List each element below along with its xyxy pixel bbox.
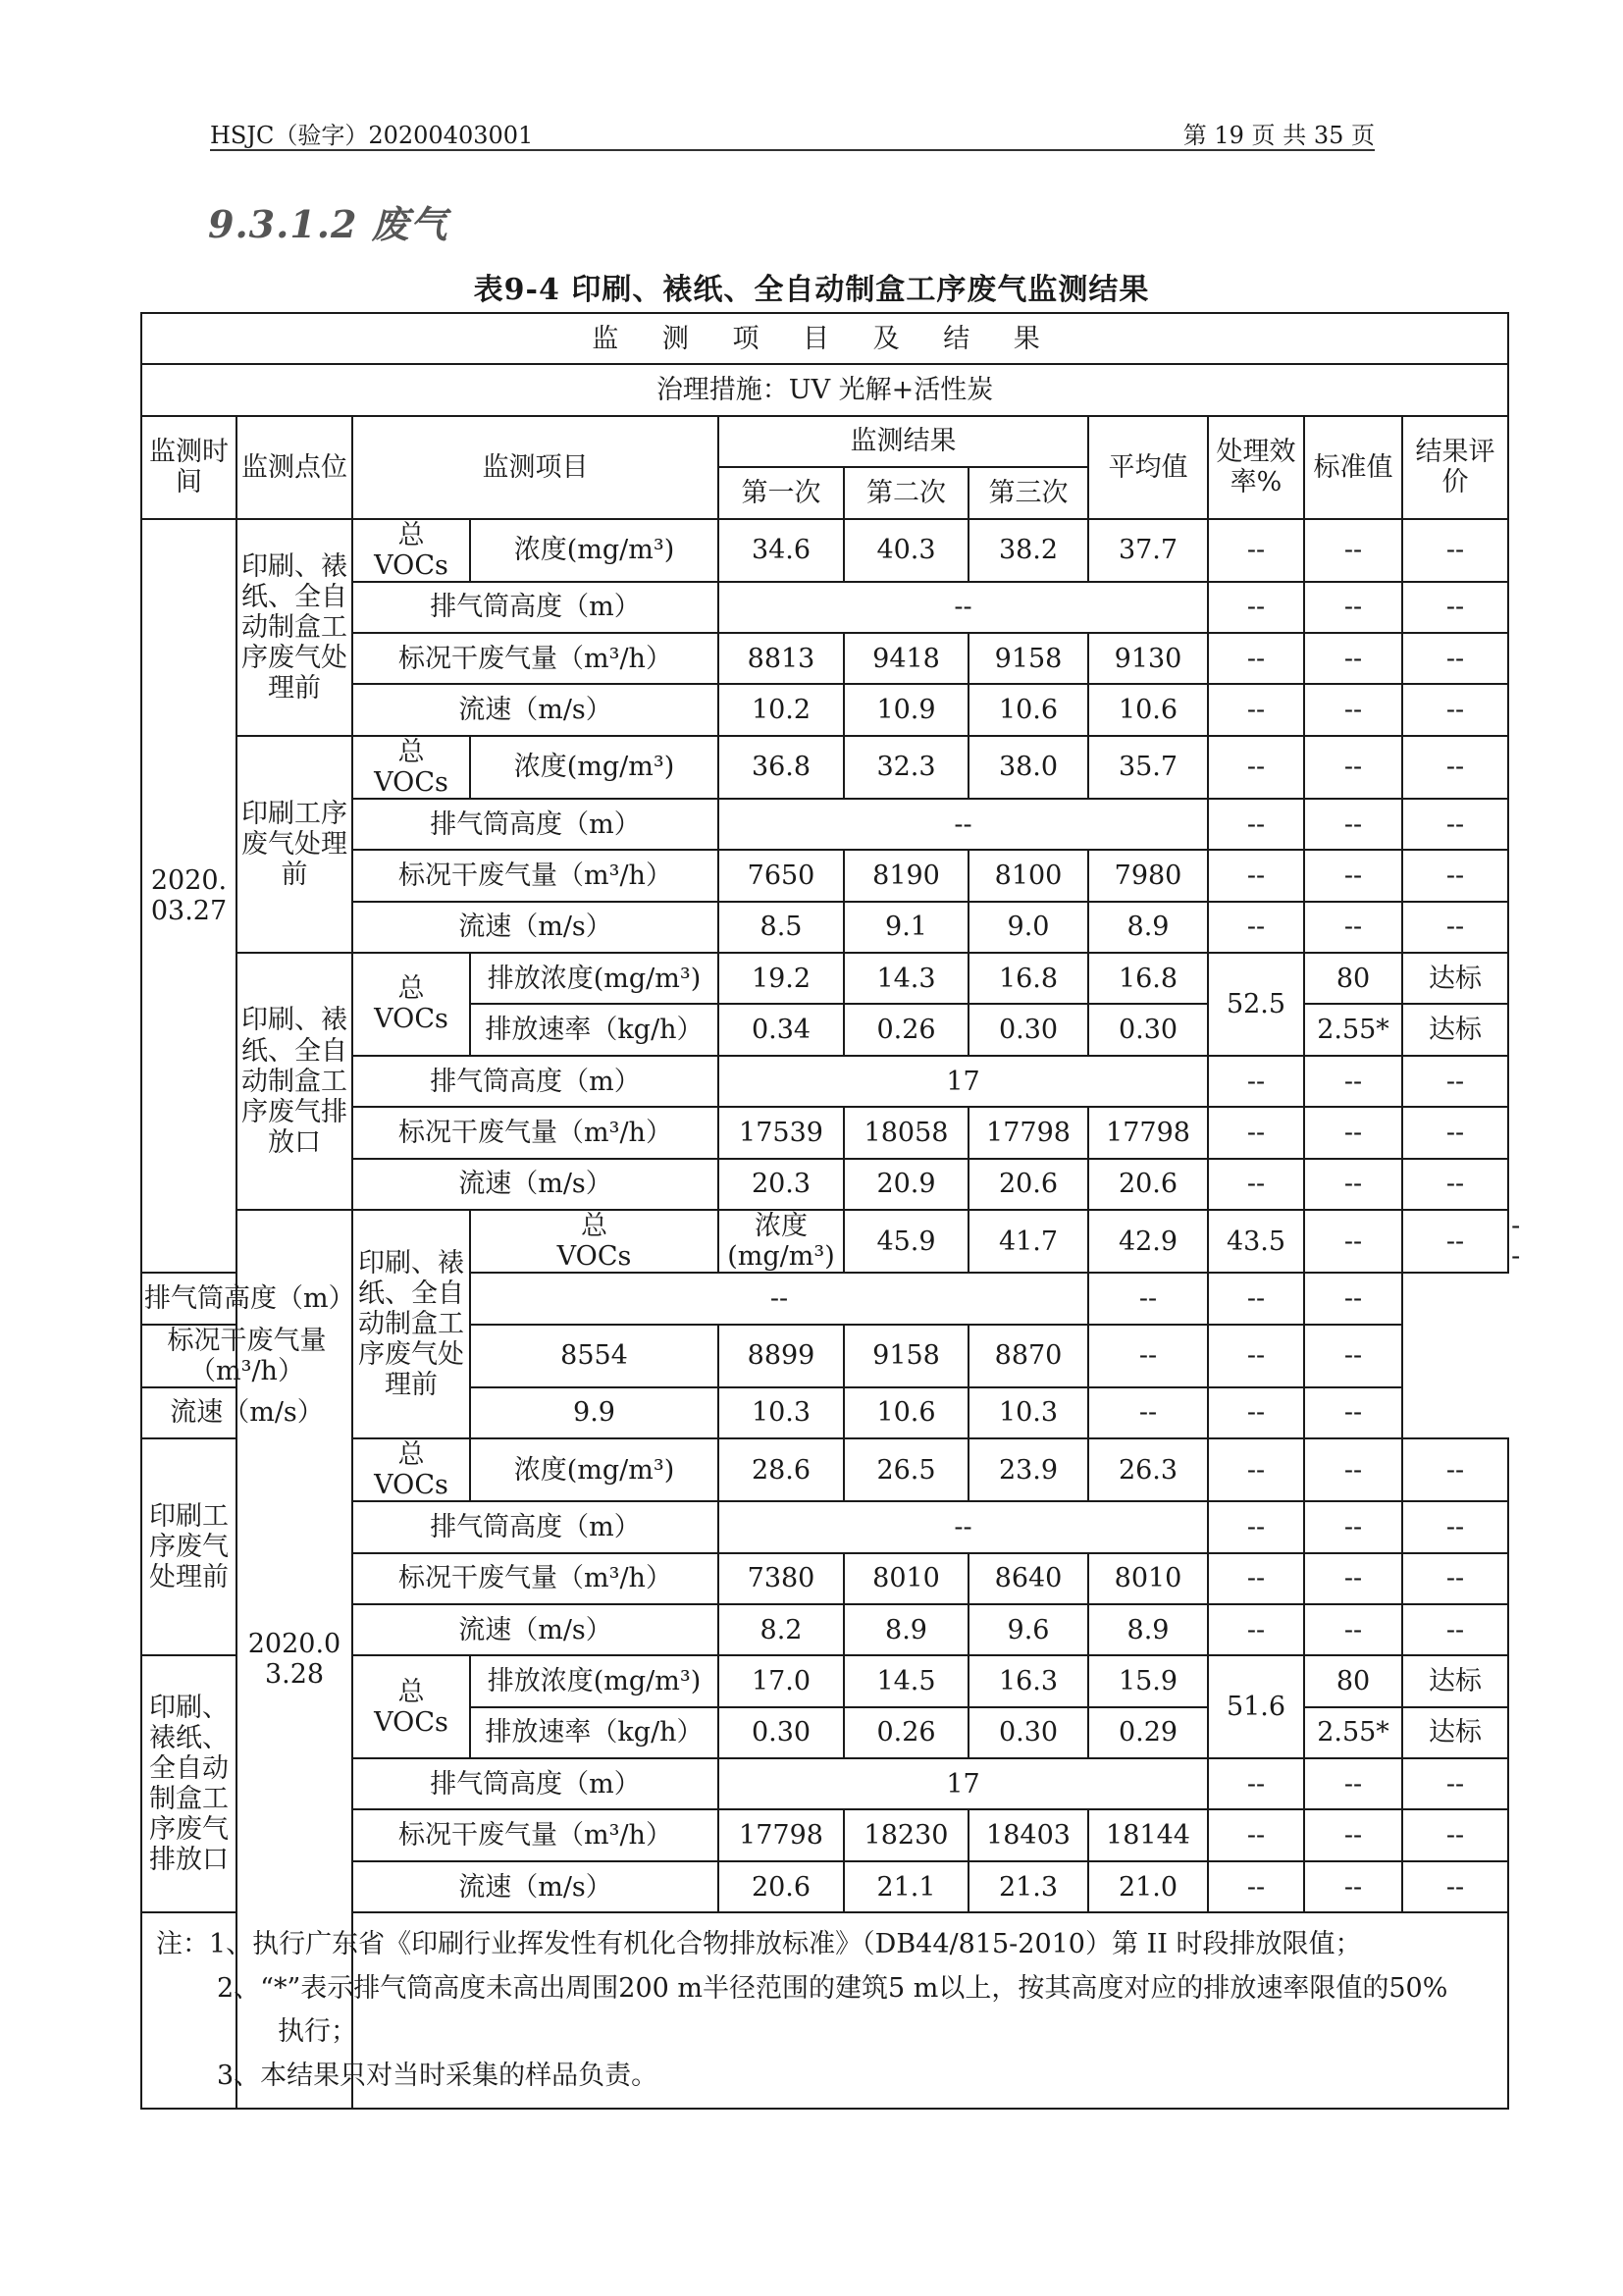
- dash-cell: --: [1402, 1604, 1508, 1655]
- gas-flow-value: 8010: [844, 1553, 969, 1604]
- dash-cell: --: [1304, 1273, 1402, 1324]
- dash-cell: --: [1402, 1553, 1508, 1604]
- item-flow-speed: 流速（m/s）: [352, 902, 718, 953]
- dash-cell: --: [1304, 582, 1402, 633]
- emission-rate-value: 0.29: [1088, 1707, 1208, 1758]
- item-gas-flow: 标况干废气量（m³/h）: [352, 1809, 718, 1860]
- dash-cell: --: [1304, 1107, 1402, 1158]
- monitoring-point: 印刷、裱纸、全自动制盒工序废气处理前: [352, 1210, 470, 1438]
- dash-cell: --: [1402, 1056, 1508, 1107]
- gas-flow-value: 7980: [1088, 850, 1208, 901]
- item-flow-speed: 流速（m/s）: [352, 684, 718, 735]
- note-line: 注：1、执行广东省《印刷行业挥发性有机化合物排放标准》（DB44/815-2010）第 II 时段排放限值；: [156, 1929, 1362, 1960]
- dash-cell: --: [1208, 1438, 1304, 1501]
- concentration-value: 35.7: [1088, 736, 1208, 799]
- evaluation-pass: 达标: [1402, 1707, 1508, 1758]
- emission-rate-value: 0.30: [1088, 1004, 1208, 1055]
- document-number: HSJC（验字）20200403001: [210, 122, 534, 149]
- stack-height-value: --: [718, 799, 1208, 850]
- dash-cell: --: [1208, 1387, 1304, 1438]
- gas-flow-value: 8100: [969, 850, 1088, 901]
- monitoring-point: 印刷、裱纸、全自动制盒工序废气排放口: [141, 1655, 236, 1912]
- gas-flow-value: 9158: [844, 1325, 969, 1387]
- gas-flow-value: 17798: [718, 1809, 844, 1860]
- dash-cell: --: [1402, 582, 1508, 633]
- monitoring-point: 印刷、裱纸、全自动制盒工序废气排放口: [236, 953, 352, 1210]
- emission-concentration-value: 17.0: [718, 1655, 844, 1706]
- header-second: 第二次: [844, 467, 969, 518]
- item-flow-speed: 流速（m/s）: [352, 1861, 718, 1912]
- vocs-label-top: 总: [397, 519, 425, 550]
- item-stack-height: 排气筒高度（m）: [352, 1501, 718, 1552]
- dash-cell: --: [1208, 1553, 1304, 1604]
- item-flow-speed: 流速（m/s）: [352, 1604, 718, 1655]
- gas-flow-value: 8190: [844, 850, 969, 901]
- flow-speed-value: 10.9: [844, 684, 969, 735]
- item-flow-speed: 流速（m/s）: [141, 1387, 352, 1438]
- emission-concentration-value: 16.3: [969, 1655, 1088, 1706]
- dash-cell: --: [1402, 1861, 1508, 1912]
- dash-cell: --: [1208, 1159, 1304, 1210]
- item-emission-rate: 排放速率（kg/h）: [470, 1707, 718, 1758]
- dash-cell: --: [1304, 1210, 1402, 1273]
- concentration-value: 23.9: [969, 1438, 1088, 1501]
- stack-height-value: --: [718, 1501, 1208, 1552]
- gas-flow-value: 9418: [844, 633, 969, 684]
- dash-cell: --: [1402, 633, 1508, 684]
- vocs-label-bottom: VOCs: [374, 549, 448, 581]
- header-point: 监测点位: [236, 416, 352, 519]
- dash-cell: --: [1402, 1438, 1508, 1501]
- dash-cell: --: [1304, 1861, 1402, 1912]
- stack-height-value: --: [470, 1273, 1088, 1324]
- header-evaluation: 结果评价: [1402, 416, 1508, 519]
- vocs-label-top: 总: [397, 1676, 425, 1707]
- monitoring-results-table: 监 测 项 目 及 结 果 治理措施：UV 光解+活性炭 监测时间 监测点位 监测项目 监测结果 平均值 处理效率% 标准值 结果评价 第一次 第二次 第三次 2020.03.27 印刷、裱纸、全自动制盒工序废气处理前 总 VOCs 浓度(mg/m³) 34.6 40.3 38.2 37.7 -- -- -- 排气筒高度（m） -- -- -- -- 标况干废气量（m³/h） 8813 9418 9158 9130 -- -- -- 流速（m/s） 10.2 10.9 10.6 10.6 -- -- -- 印刷工序废气处理前 总 VOCs 浓度(mg/m³) 36.8 32.3 38.0 35.7 -- -- -- 排气筒高度（m） -- -- -- -- 标况干废气量（m³/h） 7650 8190 8100 7980 -- -- -- 流速（m/s） 8.5 9.1 9.0 8.9 -- -- -- 印刷、裱纸、全自动制盒工序废气排放口 总 VOCs 排放浓度(mg/m³) 19.2 14.3 16.8 16.8 52.5 80 达标 排放速率（kg/h） 0.34 0.26 0.30 0.30 2.55* 达标 排气筒高度（m） 17 -- -- -- 标况干废气量（m³/h） 17539 18058 17798 17798 -- -- -- 流速（m/s） 20.3 20.9 20.6 20.6 -- -- -- 2020.03.28 印刷、裱纸、全自动制盒工序废气处理前 总 VOCs 浓度(mg/m³) 45.9 41.7 42.9 43.5 -- -- -- 排气筒高度（m） -- -- -- -- 标况干废气量（m³/h） 8554 8899 9158 8870 -- -- -- 流速（m/s） 9.9 10.3 10.6 10.3 -- -- -- 印刷工序废气处理前 总 VOCs 浓度(mg/m³) 28.6 26.5 23.9 26.3 -- -- -- 排气筒高度（m） -- -- -- -- 标况干废气量（m³/h） 7380 8010 8640 8010 -- -- -- 流速（m/s） 8.2 8.9 9.6 8.9 -- -- -- 印刷、裱纸、全自动制盒工序废气排放口 总 VOCs 排放浓度(mg/m³) 17.0 14.5 16.3 15.9 51.6 80 达标 排放速率（kg/h） 0.30 0.26 0.30 0.29 2.55* 达标 排气筒高度（m） 17 -- -- -- 标况干废气量（m³/h） 17798 18230 18403 18144 -- -- -- 流速（m/s） 20.6 21.1 21.3 21.0 -- -- -- 注：1、执行广东省《印刷行业挥发性有机化合物排放标准》（DB44/815-2010）第 II 时段排放限值； 2、“*”表示排气筒高度未高出周围200 m半径范围的建筑5 m以上，按其高度对应的排放速率限值的50% 执行； 3、本结果只对当时采集的样品负责。: [140, 312, 1509, 2110]
- dash-cell: --: [1304, 633, 1402, 684]
- concentration-value: 32.3: [844, 736, 969, 799]
- dash-cell: --: [1304, 1553, 1402, 1604]
- monitoring-point: 印刷工序废气处理前: [141, 1438, 236, 1655]
- dash-cell: --: [1304, 1758, 1402, 1809]
- stack-height-value: --: [718, 582, 1208, 633]
- dash-cell: --: [1402, 1809, 1508, 1860]
- note-line: 执行；: [278, 2016, 357, 2048]
- table-notes: [141, 1912, 1508, 2109]
- treatment-measure: 治理措施：UV 光解+活性炭: [141, 364, 1508, 415]
- dash-cell: --: [1402, 736, 1508, 799]
- header-results: 监测结果: [718, 416, 1088, 467]
- flow-speed-value: 9.1: [844, 902, 969, 953]
- gas-flow-value: 9158: [969, 633, 1088, 684]
- monitoring-point: 印刷、裱纸、全自动制盒工序废气处理前: [236, 519, 352, 736]
- vocs-label: [352, 1655, 470, 1758]
- emission-rate-value: 0.26: [844, 1707, 969, 1758]
- gas-flow-value: 17798: [969, 1107, 1088, 1158]
- standard-rate: 2.55*: [1304, 1707, 1402, 1758]
- gas-flow-value: 7380: [718, 1553, 844, 1604]
- gas-flow-value: 8813: [718, 633, 844, 684]
- gas-flow-value: 9130: [1088, 633, 1208, 684]
- emission-concentration-value: 16.8: [1088, 953, 1208, 1004]
- monitoring-point: 印刷工序废气处理前: [236, 736, 352, 953]
- item-concentration: 浓度(mg/m³): [718, 1210, 844, 1273]
- dash-cell: --: [1304, 1056, 1402, 1107]
- dash-cell: --: [1402, 850, 1508, 901]
- note-line: 2、“*”表示排气筒高度未高出周围200 m半径范围的建筑5 m以上，按其高度对应的排放速率限值的50%: [217, 1972, 1448, 2004]
- dash-cell: --: [1208, 1056, 1304, 1107]
- vocs-label-bottom: VOCs: [374, 766, 448, 798]
- gas-flow-value: 8870: [969, 1325, 1088, 1387]
- standard-concentration: 80: [1304, 1655, 1402, 1706]
- gas-flow-value: 18058: [844, 1107, 969, 1158]
- flow-speed-value: 9.9: [470, 1387, 718, 1438]
- vocs-label-bottom: VOCs: [374, 1706, 448, 1738]
- vocs-label-top: 总: [397, 736, 425, 767]
- flow-speed-value: 10.6: [1088, 684, 1208, 735]
- item-emission-concentration: 排放浓度(mg/m³): [470, 953, 718, 1004]
- concentration-value: 36.8: [718, 736, 844, 799]
- dash-cell: --: [1208, 1861, 1304, 1912]
- header-item: 监测项目: [352, 416, 718, 519]
- dash-cell: --: [1304, 1809, 1402, 1860]
- concentration-value: 34.6: [718, 519, 844, 582]
- flow-speed-value: 9.0: [969, 902, 1088, 953]
- dash-cell: --: [1304, 1604, 1402, 1655]
- item-gas-flow: 标况干废气量（m³/h）: [352, 1107, 718, 1158]
- concentration-value: 38.0: [969, 736, 1088, 799]
- concentration-value: 45.9: [844, 1210, 969, 1273]
- header-average: 平均值: [1088, 416, 1208, 519]
- dash-cell: --: [1208, 519, 1304, 582]
- monitoring-date: 2020.03.27: [141, 519, 236, 1274]
- concentration-value: 38.2: [969, 519, 1088, 582]
- dash-cell: --: [1088, 1387, 1208, 1438]
- flow-speed-value: 20.6: [969, 1159, 1088, 1210]
- dash-cell: --: [1208, 1604, 1304, 1655]
- concentration-value: 42.9: [1088, 1210, 1208, 1273]
- treatment-efficiency: 51.6: [1208, 1655, 1304, 1758]
- concentration-value: 28.6: [718, 1438, 844, 1501]
- dash-cell: --: [1208, 1809, 1304, 1860]
- dash-cell: --: [1208, 799, 1304, 850]
- stack-height-value: 17: [718, 1056, 1208, 1107]
- dash-cell: --: [1402, 519, 1508, 582]
- dash-cell: --: [1304, 684, 1402, 735]
- emission-rate-value: 0.30: [718, 1707, 844, 1758]
- item-concentration: 浓度(mg/m³): [470, 736, 718, 799]
- flow-speed-value: 8.5: [718, 902, 844, 953]
- treatment-efficiency: 52.5: [1208, 953, 1304, 1056]
- item-stack-height: 排气筒高度（m）: [352, 1758, 718, 1809]
- dash-cell: --: [1208, 582, 1304, 633]
- dash-cell: --: [1304, 519, 1402, 582]
- emission-concentration-value: 16.8: [969, 953, 1088, 1004]
- flow-speed-value: 20.6: [1088, 1159, 1208, 1210]
- item-emission-rate: 排放速率（kg/h）: [470, 1004, 718, 1055]
- gas-flow-value: 18403: [969, 1809, 1088, 1860]
- dash-cell: --: [1208, 902, 1304, 953]
- emission-rate-value: 0.26: [844, 1004, 969, 1055]
- emission-concentration-value: 14.3: [844, 953, 969, 1004]
- vocs-label-bottom: VOCs: [374, 1004, 448, 1035]
- gas-flow-value: 17798: [1088, 1107, 1208, 1158]
- flow-speed-value: 20.6: [718, 1861, 844, 1912]
- concentration-value: 40.3: [844, 519, 969, 582]
- flow-speed-value: 20.3: [718, 1159, 844, 1210]
- dash-cell: --: [1304, 1387, 1402, 1438]
- dash-cell: --: [1208, 850, 1304, 901]
- dash-cell: --: [1208, 1325, 1304, 1387]
- flow-speed-value: 21.0: [1088, 1861, 1208, 1912]
- emission-concentration-value: 19.2: [718, 953, 844, 1004]
- evaluation-pass: 达标: [1402, 1655, 1508, 1706]
- standard-concentration: 80: [1304, 953, 1402, 1004]
- dash-cell: --: [1402, 799, 1508, 850]
- header-standard: 标准值: [1304, 416, 1402, 519]
- item-gas-flow: 标况干废气量（m³/h）: [141, 1325, 352, 1387]
- flow-speed-value: 10.3: [718, 1387, 844, 1438]
- standard-rate: 2.55*: [1304, 1004, 1402, 1055]
- gas-flow-value: 17539: [718, 1107, 844, 1158]
- dash-cell: --: [1208, 1107, 1304, 1158]
- gas-flow-value: 18144: [1088, 1809, 1208, 1860]
- vocs-label: [352, 1438, 470, 1501]
- dash-cell: --: [1208, 1501, 1304, 1552]
- dash-cell: --: [1304, 1325, 1402, 1387]
- monitoring-date: 2020.03.28: [236, 1210, 352, 2109]
- gas-flow-value: 8010: [1088, 1553, 1208, 1604]
- gas-flow-value: 8554: [470, 1325, 718, 1387]
- dash-cell: --: [1304, 1438, 1402, 1501]
- dash-cell: --: [1304, 736, 1402, 799]
- dash-cell: --: [1304, 850, 1402, 901]
- flow-speed-value: 8.9: [844, 1604, 969, 1655]
- evaluation-pass: 达标: [1402, 1004, 1508, 1055]
- gas-flow-value: 7650: [718, 850, 844, 901]
- vocs-label: [352, 519, 470, 582]
- vocs-label-bottom: VOCs: [374, 1470, 448, 1501]
- vocs-label: [352, 736, 470, 799]
- note-line: 3、本结果只对当时采集的样品负责。: [217, 2060, 658, 2091]
- dash-cell: --: [1088, 1273, 1208, 1324]
- flow-speed-value: 8.9: [1088, 902, 1208, 953]
- dash-cell: --: [1208, 684, 1304, 735]
- vocs-label-bottom: VOCs: [556, 1241, 632, 1273]
- header-third: 第三次: [969, 467, 1088, 518]
- flow-speed-value: 9.6: [969, 1604, 1088, 1655]
- section-title: 9.3.1.2 废气: [208, 202, 448, 246]
- flow-speed-value: 10.3: [969, 1387, 1088, 1438]
- gas-flow-value: 18230: [844, 1809, 969, 1860]
- dash-cell: --: [1402, 684, 1508, 735]
- item-concentration: 浓度(mg/m³): [470, 519, 718, 582]
- item-gas-flow: 标况干废气量（m³/h）: [352, 850, 718, 901]
- gas-flow-value: 8899: [718, 1325, 844, 1387]
- item-stack-height: 排气筒高度（m）: [352, 582, 718, 633]
- flow-speed-value: 10.6: [844, 1387, 969, 1438]
- flow-speed-value: 10.6: [969, 684, 1088, 735]
- emission-rate-value: 0.30: [969, 1707, 1088, 1758]
- dash-cell: --: [1208, 1273, 1304, 1324]
- item-emission-concentration: 排放浓度(mg/m³): [470, 1655, 718, 1706]
- vocs-label-top: 总: [581, 1211, 607, 1242]
- concentration-value: 37.7: [1088, 519, 1208, 582]
- page-number: 第 19 页 共 35 页: [1182, 122, 1375, 149]
- dash-cell: --: [1402, 1758, 1508, 1809]
- dash-cell: --: [1402, 1107, 1508, 1158]
- dash-cell: --: [1208, 1758, 1304, 1809]
- emission-concentration-value: 14.5: [844, 1655, 969, 1706]
- evaluation-pass: 达标: [1402, 953, 1508, 1004]
- emission-rate-value: 0.30: [969, 1004, 1088, 1055]
- vocs-label: [352, 953, 470, 1056]
- item-gas-flow: 标况干废气量（m³/h）: [352, 633, 718, 684]
- dash-cell: --: [1208, 633, 1304, 684]
- flow-speed-value: 21.3: [969, 1861, 1088, 1912]
- dash-cell: --: [1304, 1501, 1402, 1552]
- item-concentration: 浓度(mg/m³): [470, 1438, 718, 1501]
- header-rule: [210, 149, 1375, 151]
- concentration-value: 43.5: [1208, 1210, 1304, 1273]
- dash-cell: --: [1402, 1501, 1508, 1552]
- flow-speed-value: 8.2: [718, 1604, 844, 1655]
- concentration-value: 26.5: [844, 1438, 969, 1501]
- emission-concentration-value: 15.9: [1088, 1655, 1208, 1706]
- concentration-value: 41.7: [969, 1210, 1088, 1273]
- stack-height-value: 17: [718, 1758, 1208, 1809]
- item-stack-height: 排气筒高度（m）: [352, 1056, 718, 1107]
- vocs-label-top: 总: [397, 973, 425, 1005]
- dash-cell: --: [1304, 799, 1402, 850]
- table-caption: 表9-4 印刷、裱纸、全自动制盒工序废气监测结果: [473, 273, 1150, 307]
- item-gas-flow: 标况干废气量（m³/h）: [352, 1553, 718, 1604]
- dash-cell: --: [1088, 1325, 1208, 1387]
- table-title: 监 测 项 目 及 结 果: [141, 313, 1508, 364]
- item-stack-height: 排气筒高度（m）: [352, 799, 718, 850]
- gas-flow-value: 8640: [969, 1553, 1088, 1604]
- dash-cell: --: [1402, 1159, 1508, 1210]
- item-stack-height: 排气筒高度（m）: [141, 1273, 352, 1324]
- header-time: 监测时间: [141, 416, 236, 519]
- flow-speed-value: 20.9: [844, 1159, 969, 1210]
- emission-rate-value: 0.34: [718, 1004, 844, 1055]
- dash-cell: --: [1304, 902, 1402, 953]
- header-first: 第一次: [718, 467, 844, 518]
- flow-speed-value: 8.9: [1088, 1604, 1208, 1655]
- dash-cell: --: [1304, 1159, 1402, 1210]
- vocs-label: [470, 1210, 718, 1273]
- concentration-value: 26.3: [1088, 1438, 1208, 1501]
- dash-cell: --: [1208, 736, 1304, 799]
- header-efficiency: 处理效率%: [1208, 416, 1304, 519]
- dash-cell: --: [1402, 1210, 1508, 1273]
- flow-speed-value: 10.2: [718, 684, 844, 735]
- flow-speed-value: 21.1: [844, 1861, 969, 1912]
- item-flow-speed: 流速（m/s）: [352, 1159, 718, 1210]
- vocs-label-top: 总: [397, 1439, 425, 1471]
- dash-cell: --: [1402, 902, 1508, 953]
